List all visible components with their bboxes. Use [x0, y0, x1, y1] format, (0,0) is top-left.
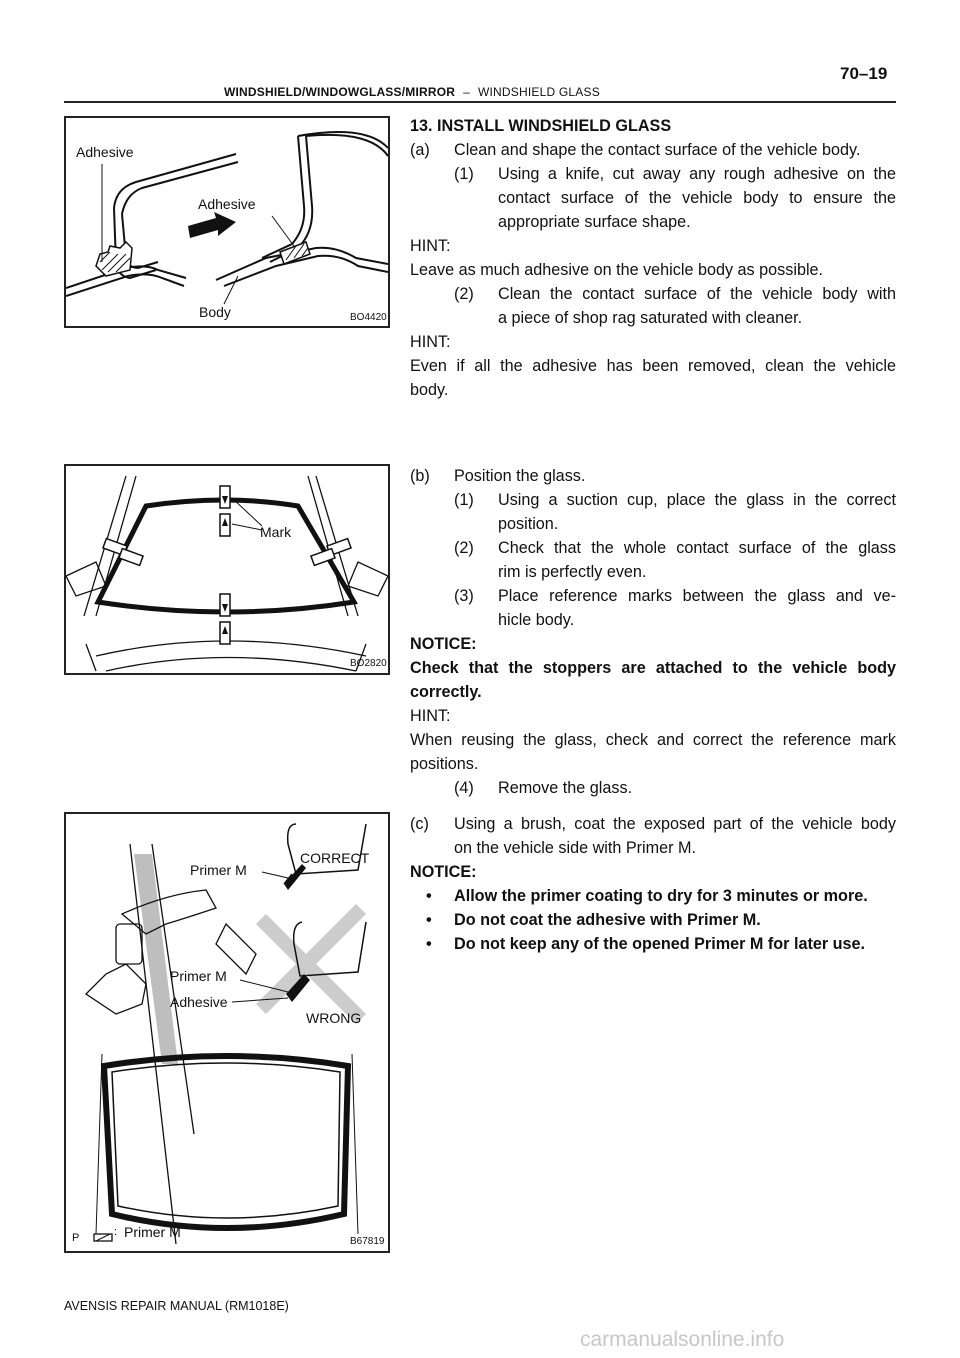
legend-primer-m: Primer M — [124, 1224, 181, 1240]
notice-1-line1: Check that the stoppers are attached to the vehicle body — [410, 659, 896, 677]
subsection-name: WINDSHIELD GLASS — [478, 85, 600, 99]
step-a-text: Clean and shape the contact surface of the vehicle body. — [454, 141, 861, 159]
watermark: carmanualsonline.info — [580, 1328, 785, 1351]
hint-2-line1: Even if all the adhesive has been removed, clean the vehicle — [410, 357, 896, 375]
section-name: WINDSHIELD/WINDOWGLASS/MIRROR — [224, 85, 456, 99]
step-c-number: (c) — [410, 815, 429, 833]
step-a1-line3: appropriate surface shape. — [498, 213, 691, 231]
windshield-marks-illustration — [66, 466, 388, 673]
step-b1-line2: position. — [498, 515, 559, 533]
step-a1-line2: contact surface of the vehicle body to ensure the — [498, 189, 896, 207]
section-title — [224, 85, 600, 99]
label-body: Body — [199, 304, 231, 320]
step-13-title: 13. INSTALL WINDSHIELD GLASS — [410, 117, 672, 135]
notice-2-bullet-2: Do not coat the adhesive with Primer M. — [454, 911, 761, 929]
label-adhesive-right: Adhesive — [198, 196, 256, 212]
figure-code: B67819 — [350, 1236, 385, 1247]
step-a2-number: (2) — [454, 285, 474, 303]
label-adhesive: Adhesive — [170, 994, 228, 1010]
notice-2-bullet-3: Do not keep any of the opened Primer M for later use. — [454, 935, 866, 953]
label-mark: Mark — [260, 524, 292, 540]
notice-1-label: NOTICE: — [410, 635, 477, 653]
title-separator: – — [463, 85, 470, 99]
label-adhesive-left: Adhesive — [76, 144, 134, 160]
step-b3-number: (3) — [454, 587, 474, 605]
footer-manual-title: AVENSIS REPAIR MANUAL (RM1018E) — [64, 1299, 289, 1313]
label-correct: CORRECT — [300, 850, 370, 866]
figure-reference-marks — [64, 464, 390, 675]
figure-primer-application — [64, 812, 390, 1253]
legend-colon: : — [114, 1226, 118, 1238]
hint-1-text: Leave as much adhesive on the vehicle body as possible. — [410, 261, 824, 279]
step-b3-line1: Place reference marks between the glass and ve- — [498, 587, 896, 605]
step-b-number: (b) — [410, 467, 430, 485]
step-b-text: Position the glass. — [454, 467, 586, 485]
primer-application-illustration — [66, 814, 388, 1251]
step-b1-line1: Using a suction cup, place the glass in the correct — [498, 491, 896, 509]
label-primer-m-mid: Primer M — [170, 968, 227, 984]
step-b2-line1: Check that the whole contact surface of the glass — [498, 539, 896, 557]
step-a2-line1: Clean the contact surface of the vehicle body with — [498, 285, 896, 303]
bullet-marker: • — [426, 935, 432, 953]
step-a1-line1: Using a knife, cut away any rough adhesive on the — [498, 165, 896, 183]
label-primer-m-top: Primer M — [190, 862, 247, 878]
hint-2-label: HINT: — [410, 333, 451, 351]
figure-code: BO4420 — [350, 312, 387, 323]
hint-3-label: HINT: — [410, 707, 451, 725]
notice-1-line2: correctly. — [410, 683, 482, 701]
step-b2-line2: rim is perfectly even. — [498, 563, 647, 581]
step-b4-number: (4) — [454, 779, 474, 797]
hint-3-line2: positions. — [410, 755, 479, 773]
hint-3-line1: When reusing the glass, check and correct the reference mark — [410, 731, 896, 749]
bullet-marker: • — [426, 911, 432, 929]
figure-adhesive-body — [64, 116, 390, 328]
figure-code: BO2820 — [350, 658, 387, 669]
step-c-line1: Using a brush, coat the exposed part of the vehicle body — [454, 815, 896, 833]
step-b2-number: (2) — [454, 539, 474, 557]
step-c-line2: on the vehicle side with Primer M. — [454, 839, 697, 857]
step-a1-number: (1) — [454, 165, 474, 183]
corner-letter: P — [72, 1232, 80, 1244]
notice-2-label: NOTICE: — [410, 863, 477, 881]
step-a-number: (a) — [410, 141, 430, 159]
step-b3-line2: hicle body. — [498, 611, 575, 629]
bullet-marker: • — [426, 887, 432, 905]
hint-1-label: HINT: — [410, 237, 451, 255]
header-rule — [64, 101, 896, 103]
label-wrong: WRONG — [306, 1010, 362, 1026]
page-number: 70–19 — [840, 64, 888, 83]
step-a2-line2: a piece of shop rag saturated with cleaner. — [498, 309, 803, 327]
step-b1-number: (1) — [454, 491, 474, 509]
hint-2-line2: body. — [410, 381, 449, 399]
step-b4-text: Remove the glass. — [498, 779, 633, 797]
notice-2-bullet-1: Allow the primer coating to dry for 3 minutes or more. — [454, 887, 868, 905]
